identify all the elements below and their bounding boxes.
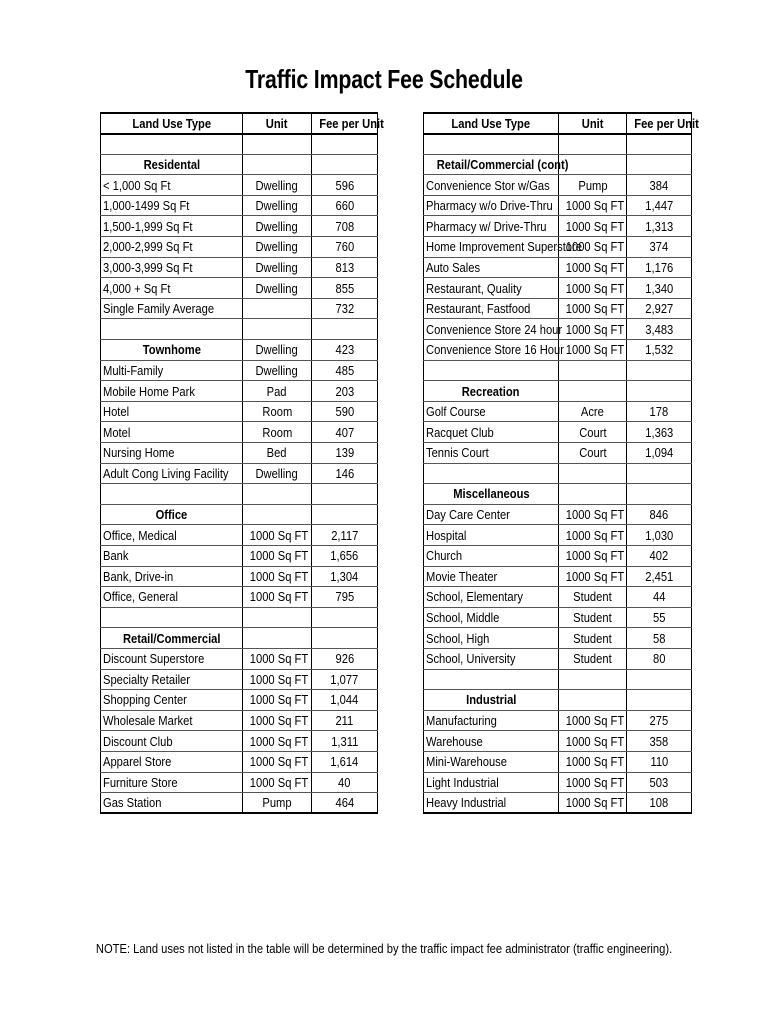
blank-row xyxy=(101,607,378,628)
unit-cell xyxy=(243,134,312,155)
land-use-cell: Light Industrial xyxy=(424,772,559,793)
fee-cell: 1,363 xyxy=(627,422,692,443)
fee-cell: 1,656 xyxy=(312,545,378,566)
section-title: Miscellaneous xyxy=(424,484,559,505)
table-row xyxy=(424,340,692,361)
table-row xyxy=(424,319,692,340)
table-row xyxy=(101,566,378,587)
blank-row xyxy=(101,319,378,340)
unit-cell: 1000 Sq FT xyxy=(559,257,627,278)
unit-cell: Dwelling xyxy=(243,463,312,484)
unit-cell: Student xyxy=(559,607,627,628)
unit-cell: Acre xyxy=(559,401,627,422)
land-use-cell: Heavy Industrial xyxy=(424,793,559,814)
land-use-cell: Discount Superstore xyxy=(101,648,243,669)
land-use-cell: 4,000 + Sq Ft xyxy=(101,278,243,299)
table-row xyxy=(424,401,692,422)
section-header-row xyxy=(101,154,378,175)
fee-cell xyxy=(627,484,692,505)
unit-cell: 1000 Sq FT xyxy=(559,237,627,258)
land-use-cell xyxy=(101,319,243,340)
table-row xyxy=(424,257,692,278)
table-row xyxy=(424,607,692,628)
land-use-cell: Movie Theater xyxy=(424,566,559,587)
fee-cell: 110 xyxy=(627,751,692,772)
unit-cell: 1000 Sq FT xyxy=(243,669,312,690)
fee-cell xyxy=(312,628,378,649)
unit-cell: Pump xyxy=(559,175,627,196)
table-row xyxy=(101,669,378,690)
unit-cell xyxy=(559,360,627,381)
fee-cell: 795 xyxy=(312,587,378,608)
land-use-cell: Furniture Store xyxy=(101,772,243,793)
unit-cell xyxy=(243,154,312,175)
table-row xyxy=(101,381,378,402)
land-use-cell: Racquet Club xyxy=(424,422,559,443)
unit-cell: Room xyxy=(243,401,312,422)
land-use-cell: Apparel Store xyxy=(101,751,243,772)
unit-cell: Pump xyxy=(243,793,312,814)
table-row xyxy=(424,751,692,772)
fee-cell: 203 xyxy=(312,381,378,402)
land-use-cell: Discount Club xyxy=(101,731,243,752)
unit-cell: 1000 Sq FT xyxy=(559,278,627,299)
blank-row xyxy=(424,134,692,155)
fee-cell: 926 xyxy=(312,648,378,669)
fee-cell: 503 xyxy=(627,772,692,793)
unit-cell: 1000 Sq FT xyxy=(559,525,627,546)
unit-cell: 1000 Sq FT xyxy=(243,587,312,608)
unit-cell: Pad xyxy=(243,381,312,402)
fee-cell: 813 xyxy=(312,257,378,278)
fee-cell xyxy=(627,360,692,381)
land-use-cell: Convenience Store 24 hour xyxy=(424,319,559,340)
land-use-cell: Manufacturing xyxy=(424,710,559,731)
land-use-cell: Office, General xyxy=(101,587,243,608)
fee-cell: 708 xyxy=(312,216,378,237)
section-header-row xyxy=(424,154,692,175)
fee-cell: 423 xyxy=(312,340,378,361)
fee-cell: 40 xyxy=(312,772,378,793)
unit-cell: Dwelling xyxy=(243,360,312,381)
land-use-cell: Pharmacy w/ Drive-Thru xyxy=(424,216,559,237)
unit-cell: 1000 Sq FT xyxy=(559,710,627,731)
table-row xyxy=(101,237,378,258)
land-use-cell: Specialty Retailer xyxy=(101,669,243,690)
table-row xyxy=(101,175,378,196)
table-row xyxy=(424,772,692,793)
land-use-cell xyxy=(424,669,559,690)
unit-cell: 1000 Sq FT xyxy=(243,648,312,669)
unit-cell: Dwelling xyxy=(243,195,312,216)
unit-cell xyxy=(559,669,627,690)
fee-cell: 108 xyxy=(627,793,692,814)
land-use-cell: Home Improvement Superstore xyxy=(424,237,559,258)
land-use-cell: Mini-Warehouse xyxy=(424,751,559,772)
unit-cell: Court xyxy=(559,422,627,443)
land-use-cell: Shopping Center xyxy=(101,690,243,711)
fee-cell: 1,532 xyxy=(627,340,692,361)
fee-cell: 590 xyxy=(312,401,378,422)
table-row xyxy=(101,463,378,484)
table-row xyxy=(424,504,692,525)
land-use-cell: Auto Sales xyxy=(424,257,559,278)
land-use-cell: School, High xyxy=(424,628,559,649)
unit-cell: Student xyxy=(559,587,627,608)
section-title: Recreation xyxy=(424,381,559,402)
unit-cell: Student xyxy=(559,628,627,649)
fee-cell: 660 xyxy=(312,195,378,216)
table-row xyxy=(424,278,692,299)
fee-cell: 2,451 xyxy=(627,566,692,587)
fee-cell: 1,094 xyxy=(627,443,692,464)
fee-cell: 1,340 xyxy=(627,278,692,299)
fee-cell: 2,927 xyxy=(627,298,692,319)
unit-cell: 1000 Sq FT xyxy=(243,690,312,711)
table-row xyxy=(101,422,378,443)
unit-cell xyxy=(243,504,312,525)
unit-cell: 1000 Sq FT xyxy=(559,216,627,237)
page-title: Traffic Impact Fee Schedule xyxy=(245,64,523,94)
unit-cell xyxy=(559,154,627,175)
unit-cell: Room xyxy=(243,422,312,443)
fee-cell: 1,304 xyxy=(312,566,378,587)
fee-cell: 139 xyxy=(312,443,378,464)
land-use-cell: Motel xyxy=(101,422,243,443)
fee-cell xyxy=(627,134,692,155)
land-use-cell: Adult Cong Living Facility xyxy=(101,463,243,484)
fee-cell: 485 xyxy=(312,360,378,381)
land-use-cell: Convenience Store 16 Hour xyxy=(424,340,559,361)
table-row xyxy=(424,175,692,196)
unit-cell: Dwelling xyxy=(243,278,312,299)
unit-cell: 1000 Sq FT xyxy=(243,772,312,793)
unit-cell: 1000 Sq FT xyxy=(243,731,312,752)
header-fee-per-unit: Fee per Unit xyxy=(312,113,378,134)
table-row xyxy=(101,793,378,814)
land-use-cell: 1,500-1,999 Sq Ft xyxy=(101,216,243,237)
table-row xyxy=(424,545,692,566)
unit-cell: 1000 Sq FT xyxy=(559,731,627,752)
unit-cell: 1000 Sq FT xyxy=(559,545,627,566)
blank-row xyxy=(424,669,692,690)
land-use-cell: School, Middle xyxy=(424,607,559,628)
section-title: Residental xyxy=(101,154,243,175)
fee-cell xyxy=(627,669,692,690)
land-use-cell: 3,000-3,999 Sq Ft xyxy=(101,257,243,278)
table-row xyxy=(101,443,378,464)
land-use-cell xyxy=(424,463,559,484)
unit-cell: Court xyxy=(559,443,627,464)
header-unit: Unit xyxy=(243,113,312,134)
fee-cell: 2,117 xyxy=(312,525,378,546)
table-row xyxy=(424,793,692,814)
section-header-row xyxy=(424,690,692,711)
unit-cell: Dwelling xyxy=(243,340,312,361)
section-title: Industrial xyxy=(424,690,559,711)
table-row xyxy=(424,216,692,237)
unit-cell: Dwelling xyxy=(243,237,312,258)
table-row xyxy=(424,195,692,216)
unit-cell: Bed xyxy=(243,443,312,464)
land-use-cell: Gas Station xyxy=(101,793,243,814)
unit-cell xyxy=(559,690,627,711)
unit-cell: Dwelling xyxy=(243,216,312,237)
fee-cell: 1,077 xyxy=(312,669,378,690)
table-row xyxy=(424,422,692,443)
land-use-cell: School, University xyxy=(424,648,559,669)
unit-cell xyxy=(559,381,627,402)
fee-cell: 358 xyxy=(627,731,692,752)
table-row xyxy=(101,278,378,299)
unit-cell: 1000 Sq FT xyxy=(243,751,312,772)
fee-cell: 44 xyxy=(627,587,692,608)
fee-cell xyxy=(312,504,378,525)
fee-cell: 1,176 xyxy=(627,257,692,278)
table-row xyxy=(424,566,692,587)
table-row xyxy=(424,587,692,608)
table-row xyxy=(101,751,378,772)
land-use-cell: Restaurant, Quality xyxy=(424,278,559,299)
land-use-cell: Golf Course xyxy=(424,401,559,422)
land-use-cell: Day Care Center xyxy=(424,504,559,525)
table-header-row xyxy=(101,113,378,134)
land-use-cell: Warehouse xyxy=(424,731,559,752)
land-use-cell: 1,000-1499 Sq Ft xyxy=(101,195,243,216)
fee-cell: 178 xyxy=(627,401,692,422)
unit-cell: 1000 Sq FT xyxy=(243,710,312,731)
unit-cell: 1000 Sq FT xyxy=(559,751,627,772)
land-use-cell: < 1,000 Sq Ft xyxy=(101,175,243,196)
blank-row xyxy=(424,360,692,381)
table-row xyxy=(101,690,378,711)
fee-cell xyxy=(627,463,692,484)
fee-cell: 464 xyxy=(312,793,378,814)
table-row xyxy=(101,731,378,752)
land-use-cell: Hotel xyxy=(101,401,243,422)
table-row xyxy=(101,525,378,546)
land-use-cell xyxy=(101,484,243,505)
section-title: Townhome xyxy=(101,340,243,361)
fee-cell: 1,030 xyxy=(627,525,692,546)
fee-cell xyxy=(312,154,378,175)
table-row xyxy=(101,401,378,422)
table-row xyxy=(101,772,378,793)
table-header-row xyxy=(424,113,692,134)
fee-cell: 384 xyxy=(627,175,692,196)
fee-cell: 211 xyxy=(312,710,378,731)
land-use-cell: Hospital xyxy=(424,525,559,546)
land-use-cell xyxy=(424,134,559,155)
land-use-cell: Restaurant, Fastfood xyxy=(424,298,559,319)
table-row xyxy=(101,587,378,608)
table-row xyxy=(424,731,692,752)
fee-cell: 1,614 xyxy=(312,751,378,772)
table-row xyxy=(101,257,378,278)
fee-cell: 80 xyxy=(627,648,692,669)
land-use-cell: Bank xyxy=(101,545,243,566)
section-title: Retail/Commercial xyxy=(101,628,243,649)
fee-cell: 275 xyxy=(627,710,692,731)
land-use-cell: Mobile Home Park xyxy=(101,381,243,402)
land-use-cell: Church xyxy=(424,545,559,566)
unit-cell: Student xyxy=(559,648,627,669)
fee-cell: 1,311 xyxy=(312,731,378,752)
land-use-cell: Single Family Average xyxy=(101,298,243,319)
blank-row xyxy=(101,134,378,155)
unit-cell: Dwelling xyxy=(243,175,312,196)
unit-cell: 1000 Sq FT xyxy=(243,545,312,566)
unit-cell xyxy=(559,484,627,505)
land-use-cell: Nursing Home xyxy=(101,443,243,464)
land-use-cell: School, Elementary xyxy=(424,587,559,608)
table-row xyxy=(424,237,692,258)
land-use-cell: Pharmacy w/o Drive-Thru xyxy=(424,195,559,216)
fee-cell xyxy=(627,690,692,711)
land-use-cell: Office, Medical xyxy=(101,525,243,546)
table-row xyxy=(101,195,378,216)
table-row xyxy=(424,628,692,649)
land-use-cell: Tennis Court xyxy=(424,443,559,464)
fee-cell: 402 xyxy=(627,545,692,566)
unit-cell: 1000 Sq FT xyxy=(243,566,312,587)
header-land-use-type: Land Use Type xyxy=(424,113,559,134)
fee-cell: 407 xyxy=(312,422,378,443)
unit-cell xyxy=(559,134,627,155)
section-header-row xyxy=(101,504,378,525)
section-title: Office xyxy=(101,504,243,525)
header-fee-per-unit: Fee per Unit xyxy=(627,113,692,134)
unit-cell: 1000 Sq FT xyxy=(243,525,312,546)
unit-cell: 1000 Sq FT xyxy=(559,340,627,361)
land-use-cell: Bank, Drive-in xyxy=(101,566,243,587)
fee-cell xyxy=(312,607,378,628)
fee-cell xyxy=(312,319,378,340)
fee-table-right xyxy=(423,112,699,814)
unit-cell: 1000 Sq FT xyxy=(559,298,627,319)
fee-cell: 374 xyxy=(627,237,692,258)
unit-cell: Dwelling xyxy=(243,257,312,278)
fee-cell xyxy=(312,134,378,155)
section-header-row xyxy=(101,340,378,361)
land-use-cell: Convenience Stor w/Gas xyxy=(424,175,559,196)
fee-cell: 846 xyxy=(627,504,692,525)
blank-row xyxy=(424,463,692,484)
table-row xyxy=(424,710,692,731)
fee-cell: 732 xyxy=(312,298,378,319)
unit-cell: 1000 Sq FT xyxy=(559,195,627,216)
fee-cell: 596 xyxy=(312,175,378,196)
header-land-use-type: Land Use Type xyxy=(101,113,243,134)
unit-cell xyxy=(559,463,627,484)
unit-cell: 1000 Sq FT xyxy=(559,504,627,525)
land-use-cell: 2,000-2,999 Sq Ft xyxy=(101,237,243,258)
fee-cell xyxy=(627,154,692,175)
fee-cell: 1,044 xyxy=(312,690,378,711)
unit-cell xyxy=(243,484,312,505)
table-row xyxy=(101,298,378,319)
unit-cell xyxy=(243,628,312,649)
table-row xyxy=(101,360,378,381)
fee-cell: 1,313 xyxy=(627,216,692,237)
table-row xyxy=(101,648,378,669)
land-use-cell: Multi-Family xyxy=(101,360,243,381)
section-header-row xyxy=(424,484,692,505)
fee-cell: 855 xyxy=(312,278,378,299)
unit-cell: 1000 Sq FT xyxy=(559,566,627,587)
unit-cell: 1000 Sq FT xyxy=(559,772,627,793)
land-use-cell xyxy=(424,360,559,381)
fee-cell xyxy=(312,484,378,505)
unit-cell xyxy=(243,298,312,319)
blank-row xyxy=(101,484,378,505)
fee-cell: 1,447 xyxy=(627,195,692,216)
fee-cell: 146 xyxy=(312,463,378,484)
fee-table-left xyxy=(100,112,384,814)
unit-cell xyxy=(243,319,312,340)
fee-cell: 58 xyxy=(627,628,692,649)
fee-cell: 760 xyxy=(312,237,378,258)
section-header-row xyxy=(424,381,692,402)
unit-cell xyxy=(243,607,312,628)
table-row xyxy=(101,545,378,566)
header-unit: Unit xyxy=(559,113,627,134)
section-header-row xyxy=(101,628,378,649)
table-row xyxy=(101,710,378,731)
land-use-cell xyxy=(101,134,243,155)
table-row xyxy=(424,525,692,546)
table-row xyxy=(424,298,692,319)
land-use-cell xyxy=(101,607,243,628)
unit-cell: 1000 Sq FT xyxy=(559,319,627,340)
fee-cell: 55 xyxy=(627,607,692,628)
table-row xyxy=(101,216,378,237)
table-row xyxy=(424,443,692,464)
fee-cell: 3,483 xyxy=(627,319,692,340)
fee-cell xyxy=(627,381,692,402)
unit-cell: 1000 Sq FT xyxy=(559,793,627,814)
land-use-cell: Wholesale Market xyxy=(101,710,243,731)
footnote: NOTE: Land uses not listed in the table will be determined by the traffic impact fee administrator (traffic engineering). xyxy=(95,941,673,956)
section-title: Retail/Commercial (cont) xyxy=(424,154,559,175)
table-row xyxy=(424,648,692,669)
